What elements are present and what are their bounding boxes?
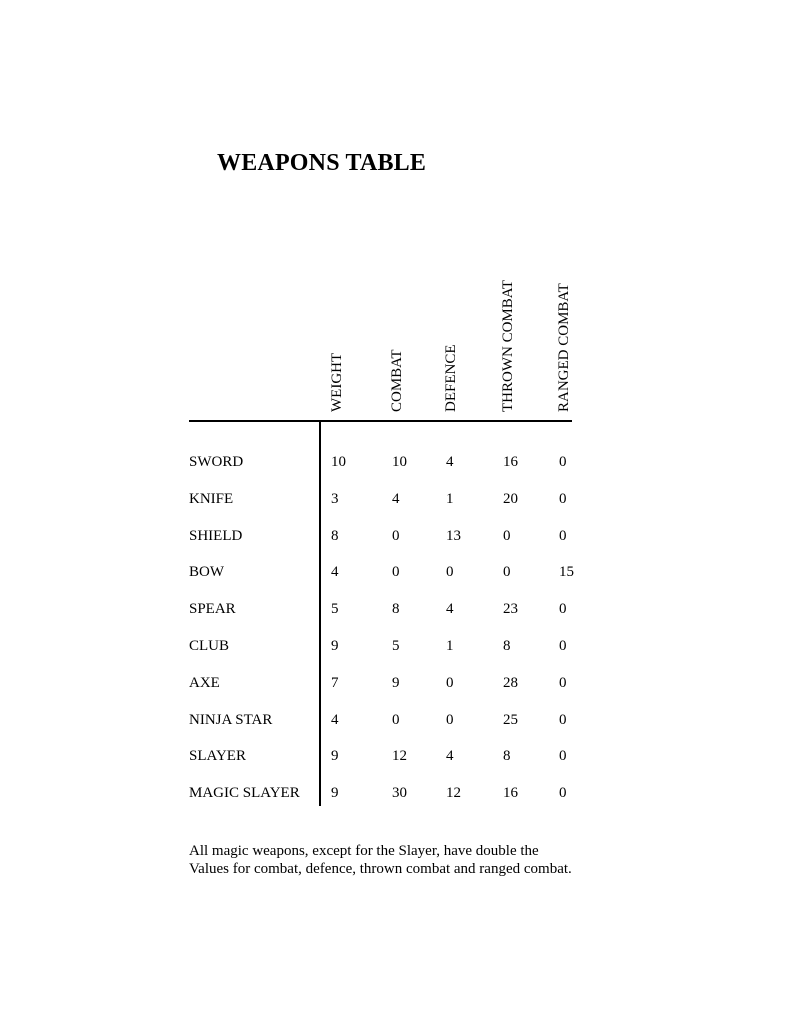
ranged-combat-value: 0: [559, 601, 567, 617]
ranged-combat-value: 15: [559, 564, 574, 580]
footnote: [189, 842, 629, 878]
thrown-combat-value: 20: [503, 491, 518, 507]
ranged-combat-value: 0: [559, 528, 567, 544]
weight-value: 5: [331, 601, 339, 617]
column-header-combat: [389, 262, 405, 412]
column-header-label: THROWN COMBAT: [500, 279, 516, 412]
defence-value: 4: [446, 454, 454, 470]
weapon-name: SWORD: [189, 454, 244, 470]
weapon-name: NINJA STAR: [189, 712, 273, 728]
ranged-combat-value: 0: [559, 491, 567, 507]
ranged-combat-value: 0: [559, 454, 567, 470]
table-row: [0, 491, 800, 511]
combat-value: 8: [392, 601, 400, 617]
weight-value: 4: [331, 564, 339, 580]
combat-value: 10: [392, 454, 407, 470]
column-header-label: DEFENCE: [443, 344, 459, 412]
defence-value: 12: [446, 785, 461, 801]
column-header-label: WEIGHT: [329, 352, 345, 412]
ranged-combat-value: 0: [559, 638, 567, 654]
thrown-combat-value: 16: [503, 785, 518, 801]
footnote-line-2: Values for combat, defence, thrown combat and ranged combat.: [189, 861, 572, 877]
thrown-combat-value: 0: [503, 564, 511, 580]
combat-value: 12: [392, 748, 407, 764]
column-header-label: RANGED COMBAT: [556, 283, 572, 412]
weapon-name: BOW: [189, 564, 224, 580]
ranged-combat-value: 0: [559, 675, 567, 691]
weapon-name: AXE: [189, 675, 220, 691]
defence-value: 0: [446, 675, 454, 691]
ranged-combat-value: 0: [559, 748, 567, 764]
thrown-combat-value: 16: [503, 454, 518, 470]
defence-value: 1: [446, 491, 454, 507]
weapon-name: CLUB: [189, 638, 230, 654]
combat-value: 5: [392, 638, 400, 654]
page-title: WEAPONS TABLE: [217, 150, 427, 176]
column-header-defence: [443, 262, 459, 412]
thrown-combat-value: 8: [503, 748, 511, 764]
table-row: [0, 675, 800, 695]
weapon-name: SPEAR: [189, 601, 236, 617]
thrown-combat-value: 8: [503, 638, 511, 654]
column-header-label: COMBAT: [389, 349, 405, 412]
header-divider: [189, 420, 572, 422]
weight-value: 10: [331, 454, 346, 470]
weapon-name: SLAYER: [189, 748, 246, 764]
weight-value: 9: [331, 785, 339, 801]
defence-value: 0: [446, 564, 454, 580]
weight-value: 9: [331, 748, 339, 764]
thrown-combat-value: 0: [503, 528, 511, 544]
defence-value: 4: [446, 601, 454, 617]
weight-value: 4: [331, 712, 339, 728]
table-row: [0, 564, 800, 584]
table-row: [0, 785, 800, 805]
ranged-combat-value: 0: [559, 785, 567, 801]
table-row: [0, 454, 800, 474]
combat-value: 4: [392, 491, 400, 507]
weapon-name: MAGIC SLAYER: [189, 785, 300, 801]
weight-value: 7: [331, 675, 339, 691]
column-header-thrown-combat: [500, 262, 516, 412]
table-row: [0, 601, 800, 621]
column-header-ranged-combat: [556, 262, 572, 412]
defence-value: 13: [446, 528, 461, 544]
weight-value: 3: [331, 491, 339, 507]
defence-value: 0: [446, 712, 454, 728]
table-row: [0, 712, 800, 732]
combat-value: 0: [392, 528, 400, 544]
weight-value: 8: [331, 528, 339, 544]
thrown-combat-value: 23: [503, 601, 518, 617]
weapon-name: KNIFE: [189, 491, 234, 507]
table-row: [0, 638, 800, 658]
combat-value: 9: [392, 675, 400, 691]
thrown-combat-value: 25: [503, 712, 518, 728]
combat-value: 0: [392, 564, 400, 580]
combat-value: 0: [392, 712, 400, 728]
weapon-name: SHIELD: [189, 528, 243, 544]
thrown-combat-value: 28: [503, 675, 518, 691]
ranged-combat-value: 0: [559, 712, 567, 728]
table-row: [0, 528, 800, 548]
table-row: [0, 748, 800, 768]
defence-value: 1: [446, 638, 454, 654]
weight-value: 9: [331, 638, 339, 654]
combat-value: 30: [392, 785, 407, 801]
footnote-line-1: All magic weapons, except for the Slayer, have double the: [189, 843, 539, 859]
column-header-weight: [329, 262, 345, 412]
defence-value: 4: [446, 748, 454, 764]
